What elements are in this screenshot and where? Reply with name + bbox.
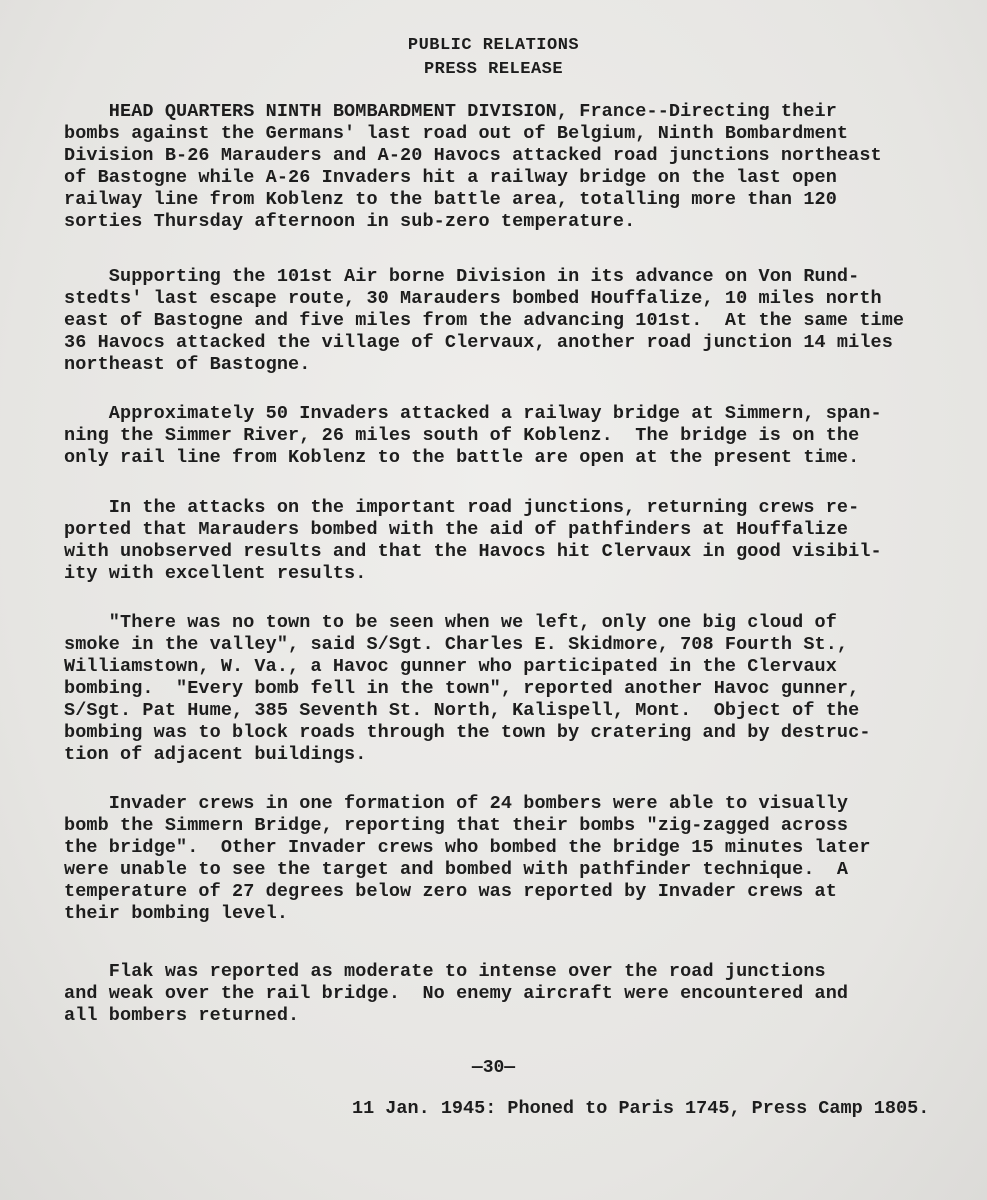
paragraph-1: HEAD QUARTERS NINTH BOMBARDMENT DIVISION, France--Directing their bombs against the Germans' last road out of Belgium, Ninth Bombardment Division B-26 Marauders and A-20 Havocs attacked road junctions northeast of Bastogne while A-26 Invaders hit a railway bridge on the last open railway line from Koblenz to the battle area, totalling more than 120 sorties Thursday afternoon in sub-zero temperature.: [64, 101, 882, 232]
paragraph-7: Flak was reported as moderate to intense over the road junctions and weak over the rail bridge. No enemy aircraft were encountered and all bombers returned.: [64, 961, 849, 1026]
end-mark: —30—: [471, 1058, 516, 1078]
paragraph-4: In the attacks on the important road junctions, returning crews re- ported that Marauders bombed with the aid of pathfinders at Houffalize with unobserved results and that the Havocs hit Clervaux in good visibil- ity with excellent results.: [64, 497, 882, 584]
header-press-release: PRESS RELEASE: [423, 60, 564, 79]
paragraph-6: Invader crews in one formation of 24 bombers were able to visually bomb the Simmern Bridge, reporting that their bombs "zig-zagged across the bridge". Other Invader crews who bombed the bridge 15 minutes later were unable to see the target and bombed with pathfinder technique. A temperature of 27 degrees below zero was reported by Invader crews at their bombing level.: [64, 793, 871, 924]
header-public-relations: PUBLIC RELATIONS: [407, 36, 580, 55]
paragraph-5: "There was no town to be seen when we left, only one big cloud of smoke in the valley", said S/Sgt. Charles E. Skidmore, 708 Fourth St., Williamstown, W. Va., a Havoc gunner who participated in the Clervaux bombing. "Every bomb fell in the town", reported another Havoc gunner, S/Sgt. Pat Hume, 385 Seventh St. North, Kalispell, Mont. Object of the bombing was to block roads through the town by cratering and by destruc- tion of adjacent buildings.: [64, 612, 871, 765]
paragraph-2: Supporting the 101st Air borne Division in its advance on Von Rund- stedts' last escape route, 30 Marauders bombed Houffalize, 10 miles north east of Bastogne and five miles from the advancing 101st. At the same time 36 Havocs attacked the village of Clervaux, another road junction 14 miles northeast of Bastogne.: [64, 266, 905, 375]
paragraph-3: Approximately 50 Invaders attacked a railway bridge at Simmern, span- ning the Simmer River, 26 miles south of Koblenz. The bridge is on the only rail line from Koblenz to the battle are open at the present time.: [64, 403, 882, 468]
footer-note: 11 Jan. 1945: Phoned to Paris 1745, Press Camp 1805.: [352, 1098, 930, 1119]
